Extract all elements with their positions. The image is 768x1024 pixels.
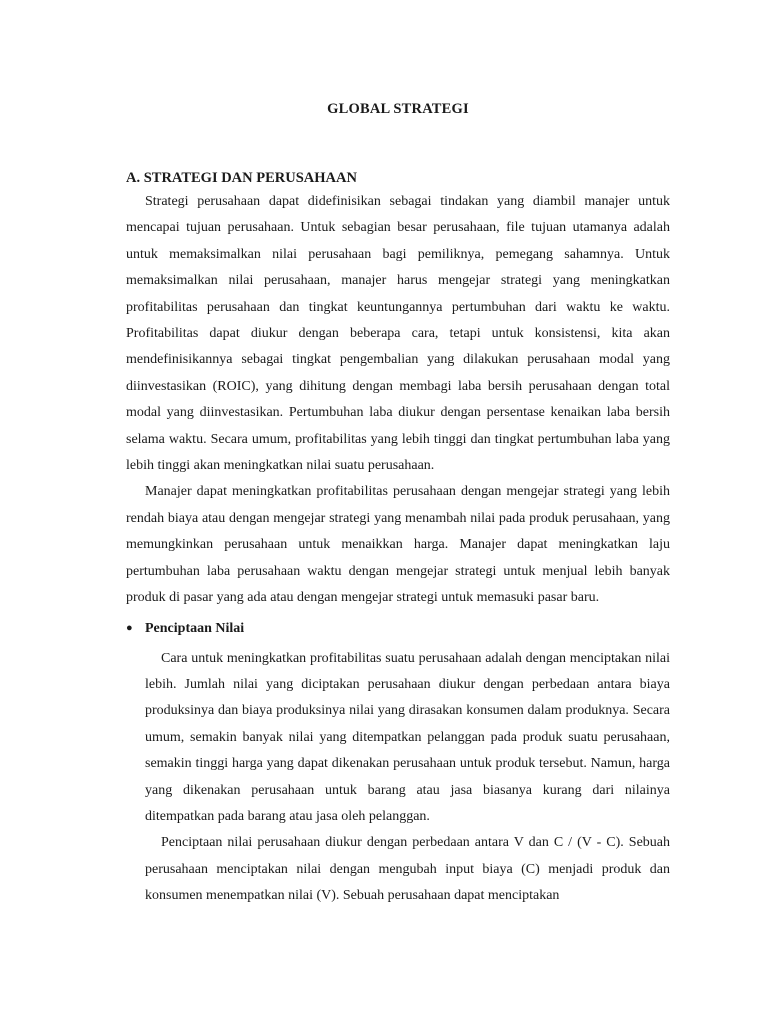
document-title: GLOBAL STRATEGI [327,101,469,117]
bullet-marker: ● [126,621,133,634]
paragraph: Manajer dapat meningkatkan profitabilitas perusahaan dengan mengejar strategi yang lebih rendah biaya atau dengan mengejar strategi yang menambah nilai pada produk perusahaan, yang memungkinkan perusahaan untuk menaikkan harga. Manajer dapat meningkatkan laju pertumbuhan laba perusahaan waktu dengan mengejar strategi untuk menjual lebih banyak produk di pasar yang ada atau dengan mengejar strategi untuk memasuki pasar baru. [126,484,670,606]
section-heading: A. STRATEGI DAN PERUSAHAAN [126,170,357,186]
paragraph: Cara untuk meningkatkan profitabilitas suatu perusahaan adalah dengan menciptakan nilai lebih. Jumlah nilai yang diciptakan perusahaan diukur dengan perbedaan antara biaya produksinya dan biaya produksinya nilai yang dirasakan konsumen dalam produknya. Secara umum, semakin banyak nilai yang ditempatkan pelanggan pada produk suatu perusahaan, semakin tinggi harga yang dapat dikenakan perusahaan untuk produk tersebut. Namun, harga yang dikenakan perusahaan untuk barang atau jasa biasanya kurang dari nilainya ditempatkan pada barang atau jasa oleh pelanggan. [145,650,670,824]
bullet-item [126,616,670,642]
paragraph: Penciptaan nilai perusahaan diukur dengan perbedaan antara V dan C / (V - C). Sebuah perusahaan menciptakan nilai dengan mengubah input biaya (C) menjadi produk dan konsumen menempatkan nilai (V). Sebuah perusahaan dapat menciptakan [145,835,670,904]
bullet-body [145,646,670,910]
paragraph: Strategi perusahaan dapat didefinisikan sebagai tindakan yang diambil manajer untuk mencapai tujuan perusahaan. Untuk sebagian besar perusahaan, file tujuan utamanya adalah untuk memaksimalkan nilai perusahaan bagi pemiliknya, pemegang sahamnya. Untuk memaksimalkan nilai perusahaan, manajer harus mengejar strategi yang meningkatkan profitabilitas perusahaan dan tingkat keuntungannya pertumbuhan dari waktu ke waktu. Profitabilitas dapat diukur dengan beberapa cara, tetapi untuk konsistensi, kita akan mendefinisikannya sebagai tingkat pengembalian yang dilakukan perusahaan modal yang diinvestasikan (ROIC), yang dihitung dengan membagi laba bersih perusahaan dengan total modal yang diinvestasikan. Pertumbuhan laba diukur dengan persentase kenaikan laba bersih selama waktu. Secara umum, profitabilitas yang lebih tinggi dan tingkat pertumbuhan laba yang lebih tinggi akan meningkatkan nilai suatu perusahaan. [126,194,670,474]
bullet-heading: Penciptaan Nilai [145,620,245,636]
